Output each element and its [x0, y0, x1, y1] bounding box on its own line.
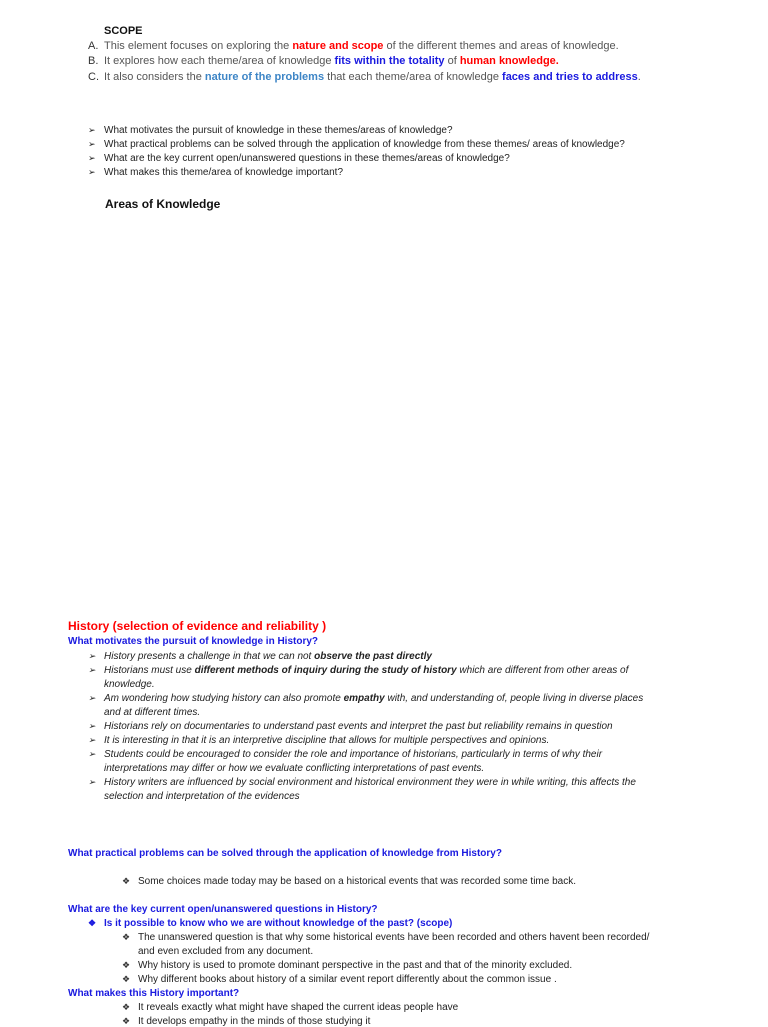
arrow-bullet-icon: ➢ [88, 777, 96, 787]
item-text: It develops empathy in the minds of those studying it [138, 1016, 371, 1027]
arrow-bullet-icon: ➢ [88, 651, 96, 661]
list-marker: C. [88, 71, 99, 83]
history-bullet [88, 651, 432, 662]
scope-text: It explores how each theme/area of knowledge [104, 55, 335, 67]
history-bullet [88, 721, 613, 732]
scope-item-a [88, 40, 619, 52]
scope-heading: SCOPE [104, 25, 143, 37]
diamond-bullet-icon: ❖ [122, 932, 131, 942]
diamond-bullet-icon: ❖ [122, 1002, 131, 1012]
bullet-text: History presents a challenge in that we can not [104, 651, 315, 662]
bullet-emphasis: empathy [343, 693, 385, 704]
question-text: What practical problems can be solved through the application of knowledge from these themes/ areas of knowledge? [104, 139, 625, 150]
bullet-text: Am wondering how studying history can also promote [104, 693, 344, 704]
item-text: It reveals exactly what might have shaped the current ideas people have [138, 1002, 459, 1013]
scope-text: of [444, 55, 460, 67]
arrow-bullet-icon: ➢ [88, 153, 96, 163]
history-bullet [88, 665, 628, 676]
important-heading: What makes this History important? [68, 988, 240, 999]
scope-item-c [88, 71, 641, 83]
arrow-bullet-icon: ➢ [88, 665, 96, 675]
history-bullet [88, 777, 636, 788]
diamond-bullet-icon: ❖ [122, 974, 131, 984]
list-marker: B. [88, 55, 99, 67]
bullet-text: History writers are influenced by social environment and historical environment they were in while writing, this affects the [104, 777, 636, 788]
scope-text: It also considers the [104, 71, 205, 83]
scope-highlight: nature of the problems [204, 71, 325, 83]
arrow-bullet-icon: ➢ [88, 693, 96, 703]
areas-of-knowledge-heading: Areas of Knowledge [105, 197, 221, 211]
arrow-bullet-icon: ➢ [88, 125, 96, 135]
bullet-text: which are different from other areas of [456, 665, 629, 676]
arrow-bullet-icon: ➢ [88, 749, 96, 759]
item-text: Why history is used to promote dominant perspective in the past and that of the minority excluded. [138, 960, 573, 971]
bullet-text: with, and understanding of, people living in diverse places [384, 693, 644, 704]
history-bullet [88, 749, 602, 760]
item-text: Why different books about history of a similar event report differently about the common issue . [138, 974, 557, 985]
list-marker: A. [88, 40, 99, 52]
arrow-bullet-icon: ➢ [88, 721, 96, 731]
sub-text: Is it possible to know who we are without knowledge of the past? (scope) [104, 918, 453, 929]
scope-highlight: faces and tries to address [502, 71, 638, 83]
question-text: What are the key current open/unanswered questions in these themes/areas of knowledge? [104, 153, 510, 164]
scope-text: of the different themes and areas of knowledge. [383, 40, 619, 52]
bullet-text: It is interesting in that it is an interpretive discipline that allows for multiple perspectives and opinions. [104, 735, 550, 746]
arrow-bullet-icon: ➢ [88, 735, 96, 745]
history-heading: History (selection of evidence and reliability ) [68, 619, 327, 633]
question-item [88, 125, 453, 136]
open-item [122, 974, 557, 985]
bullet-continuation: interpretations may differ or how we evaluate conflicting interpretations of past events. [104, 763, 485, 774]
question-text: What motivates the pursuit of knowledge in these themes/areas of knowledge? [104, 125, 453, 136]
important-item [122, 1002, 458, 1013]
practical-item [122, 876, 576, 887]
important-item [122, 1016, 370, 1027]
bullet-continuation: knowledge. [104, 679, 155, 690]
question-item [88, 139, 625, 150]
arrow-bullet-icon: ➢ [88, 167, 96, 177]
scope-text: . [637, 71, 641, 83]
diamond-bullet-icon: ❖ [122, 876, 131, 886]
bullet-text: Historians must use [104, 665, 195, 676]
scope-highlight: human knowledge. [459, 55, 559, 67]
bullet-text: Historians rely on documentaries to understand past events and interpret the past but reliability remains in question [104, 721, 613, 732]
history-bullet [88, 693, 643, 704]
bullet-emphasis: different methods of inquiry during the study of history [194, 665, 457, 676]
open-item [122, 960, 572, 971]
question-item [88, 167, 343, 178]
scope-text: that each theme/area of knowledge [324, 71, 503, 83]
item-text: Some choices made today may be based on a historical events that was recorded some time back. [138, 876, 577, 887]
scope-highlight: nature and scope [292, 40, 384, 52]
diamond-bullet-icon: ❖ [122, 960, 131, 970]
scope-text: This element focuses on exploring the [104, 40, 293, 52]
bullet-continuation: and at different times. [104, 707, 201, 718]
item-continuation: and even excluded from any document. [138, 946, 314, 957]
bullet-continuation: selection and interpretation of the evidences [104, 791, 300, 802]
open-questions-heading: What are the key current open/unanswered questions in History? [68, 904, 378, 915]
question-text: What makes this theme/area of knowledge important? [104, 167, 344, 178]
item-text: The unanswered question is that why some historical events have been recorded and others havent been recorded/ [138, 932, 650, 943]
scope-item-b [88, 55, 559, 67]
bullet-emphasis: observe the past directly [314, 651, 432, 662]
motivates-heading: What motivates the pursuit of knowledge in History? [68, 636, 319, 647]
question-item [88, 153, 510, 164]
diamond-bullet-icon: ❖ [122, 1016, 131, 1026]
arrow-bullet-icon: ➢ [88, 139, 96, 149]
open-question-sub [88, 918, 452, 929]
open-item [122, 932, 649, 943]
history-bullet [88, 735, 549, 746]
practical-heading: What practical problems can be solved through the application of knowledge from History? [68, 848, 502, 859]
diamond-bullet-icon: ❖ [88, 918, 97, 928]
bullet-text: Students could be encouraged to consider the role and importance of historians, particularly in terms of why their [104, 749, 603, 760]
scope-highlight: fits within the totality [334, 55, 445, 67]
